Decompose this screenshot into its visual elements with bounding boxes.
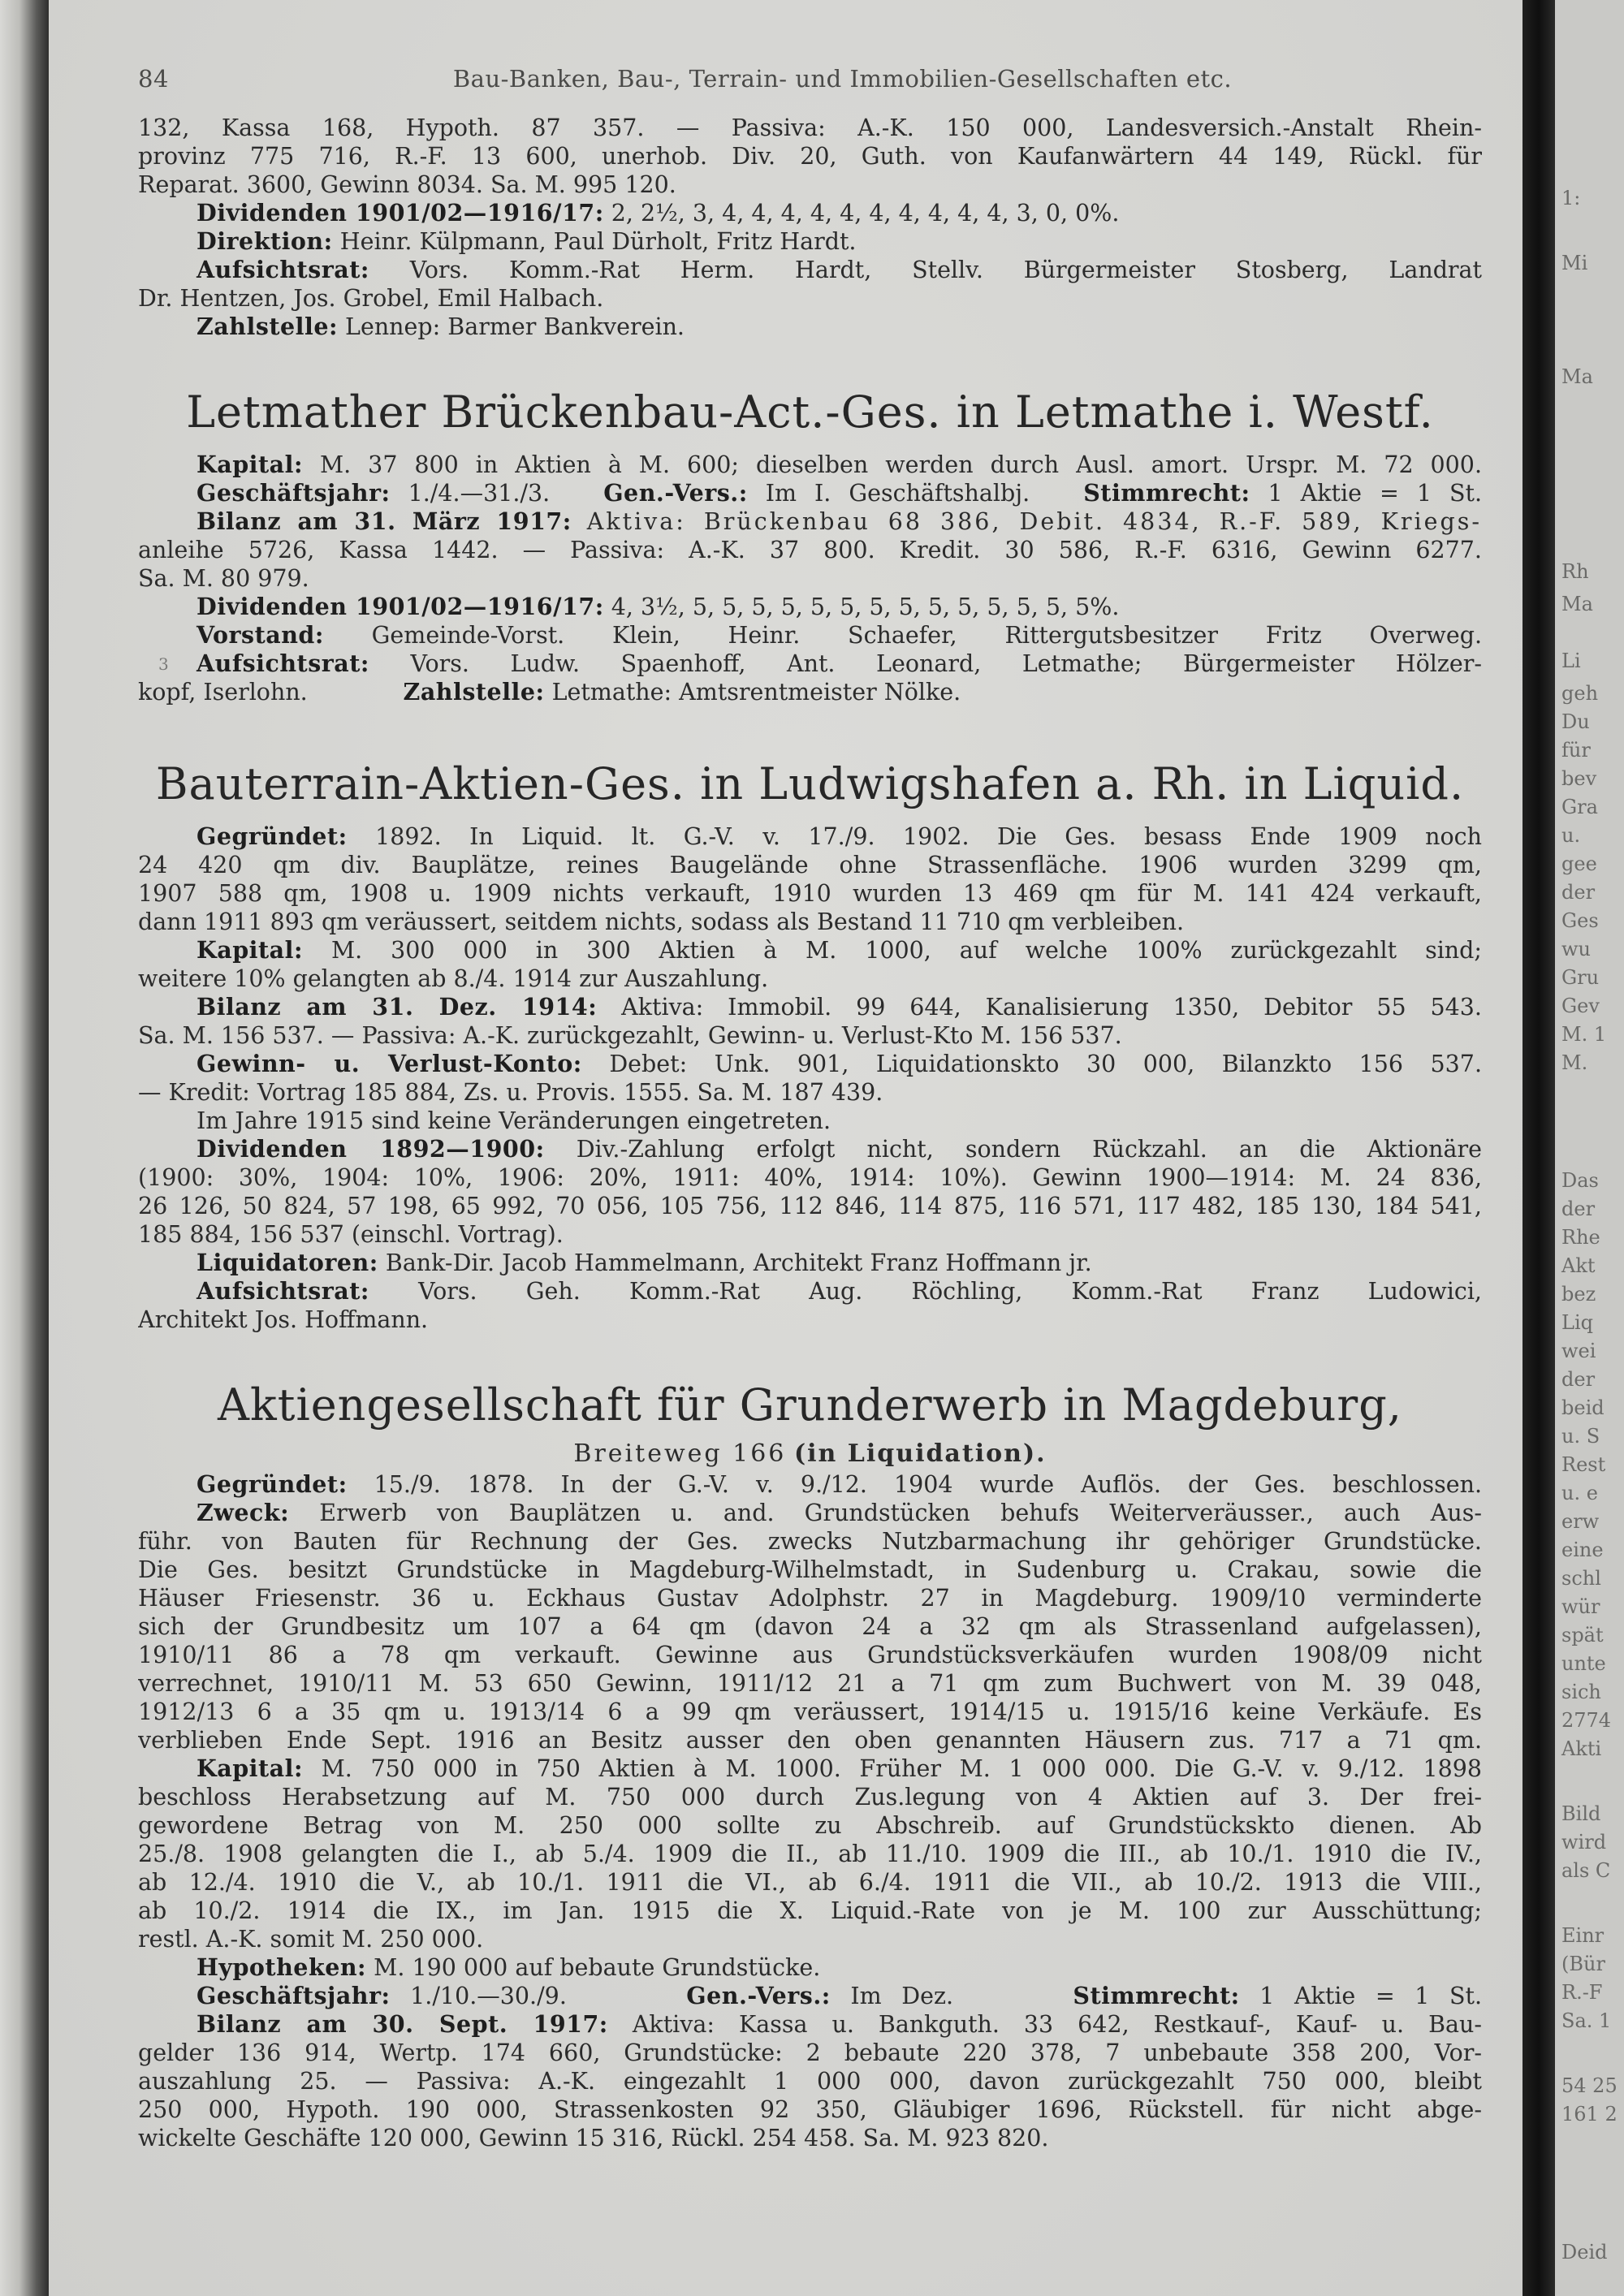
text-line: Architekt Jos. Hoffmann. [138,1306,429,1333]
facing-page-fragment: M. [1561,1051,1588,1074]
balance-line [138,993,1482,1021]
facing-page-edge [1555,0,1624,2296]
mortgages-label: Hypotheken: [197,1953,367,1981]
facing-page-fragment: als C [1561,1859,1611,1882]
text-line: Sa. M. 80 979. [138,565,309,592]
founded-text: 1892. In Liquid. lt. G.-V. v. 17./9. 1902. Die Ges. besass Ende 1909 noch [375,823,1482,850]
capital-line [138,451,1482,479]
dividends-text: 4, 3½, 5, 5, 5, 5, 5, 5, 5, 5, 5, 5, 5, 5, 5, 5%. [611,593,1120,620]
purpose-label: Zweck: [197,1499,290,1526]
general-meeting-text: Im I. Geschäftshalbj. [765,480,1030,507]
facing-page-fragment: bez [1561,1283,1596,1306]
facing-page-fragment: R.-F [1561,1981,1603,2004]
text-line: 1910/11 86 a 78 qm verkauft. Gewinne aus Grundstücksverkäufen wurden 1908/09 nicht [138,1642,1482,1668]
board-line [138,621,1482,650]
paying-agent-text: Lennep: Barmer Bankverein. [345,313,685,340]
pnl-label: Gewinn- u. Verlust-Konto: [197,1050,582,1077]
paying-agent-line [138,313,1482,341]
facing-page-fragment: 54 25 [1561,2074,1618,2097]
note-line: Im Jahre 1915 sind keine Veränderungen eingetreten. [197,1107,831,1134]
management-label: Vorstand: [197,621,324,649]
founded-line [138,822,1482,851]
voting-right-text: 1 Aktie = 1 St. [1259,1983,1482,2009]
liquidators-label: Liquidatoren: [197,1249,378,1276]
capital-label: Kapital: [197,451,303,478]
facing-page-fragment: Das [1561,1169,1599,1192]
facing-page-fragment: bev [1561,767,1597,790]
dividends-line [138,593,1482,621]
book-gutter [1522,0,1555,2296]
facing-page-fragment: u. [1561,824,1581,847]
text-line: gelder 136 914, Wertp. 174 660, Grundstücke: 2 bebaute 220 378, 7 unbebaute 358 200, Vor- [138,2039,1482,2066]
page-number: 84 [138,65,169,93]
balance-text: Aktiva: Immobil. 99 644, Kanalisierung 1350, Debitor 55 543. [621,994,1482,1021]
page-content [138,65,1482,2152]
paying-agent-label: Zahlstelle: [197,313,338,340]
facing-page-fragment: Liq [1561,1311,1593,1334]
board-text: kopf, Iserlohn. [138,679,308,706]
facing-page-fragment: Gru [1561,966,1600,989]
direction-label: Direktion: [197,227,333,255]
text-line: 25./8. 1908 gelangten die I., ab 5./4. 1909 die II., ab 11./10. 1909 die III., ab 10./1. 1910 die IV., [138,1841,1482,1867]
text-line: provinz 775 716, R.-F. 13 600, unerhob. Div. 20, Guth. von Kaufanwärtern 44 149, Rückl. für [138,143,1482,170]
fiscal-year-label: Geschäftsjahr: [197,479,391,507]
capital-line [138,936,1482,965]
text-line: Die Ges. besitzt Grundstücke in Magdeburg-Wilhelmstadt, in Sudenburg u. Crakau, sowie die [138,1556,1482,1583]
company-title-ludwigshafen: Bauterrain-Aktien-Ges. in Ludwigshafen a. Rh. in Liquid. [155,758,1465,809]
capital-label: Kapital: [197,936,303,964]
facing-page-fragment: wu [1561,938,1591,960]
facing-page-fragment: geh [1561,682,1599,705]
text-line: dann 1911 893 qm veräussert, seitdem nichts, sodass als Bestand 11 710 qm verbleiben. [138,908,1185,935]
facing-page-fragment: erw [1561,1510,1600,1533]
facing-page-fragment: Bild [1561,1802,1601,1825]
entry-continuation [138,114,1482,341]
text-line: führ. von Bauten für Rechnung der Ges. zwecks Nutzbarmachung ihr gehöriger Grundstücke. [138,1528,1482,1555]
paying-agent-label: Zahlstelle: [403,678,545,706]
facing-page-fragment: Deid [1561,2241,1608,2264]
text-line: sich der Grundbesitz um 107 a 64 qm (davon 24 a 32 qm als Strassenland aufgelassen), [138,1613,1482,1640]
dividends-line [138,199,1482,227]
balance-label: Bilanz am 31. Dez. 1914: [197,993,598,1021]
balance-label: Bilanz am 31. März 1917: [197,507,572,535]
balance-line [138,507,1482,536]
facing-page-fragment: Ma [1561,593,1593,615]
facing-page-fragment: wei [1561,1340,1596,1362]
facing-page-fragment: Akt [1561,1254,1596,1277]
text-line: 185 884, 156 537 (einschl. Vortrag). [138,1221,564,1248]
facing-page-fragment: Sa. 1 [1561,2009,1612,2032]
board-line [138,256,1482,284]
facing-page-fragment: M. 1 [1561,1023,1607,1046]
pnl-text: Debet: Unk. 901, Liquidationskto 30 000, Bilanzkto 156 537. [609,1051,1482,1077]
fiscal-year-text: 1./10.—30./9. [410,1983,567,2009]
text-line: ab 12./4. 1910 die V., ab 10./1. 1911 die VI., ab 6./4. 1911 die VII., ab 10./2. 1913 die VIII., [138,1869,1482,1896]
facing-page-fragment: 161 2 [1561,2103,1618,2126]
text-line: Reparat. 3600, Gewinn 8034. Sa. M. 995 120. [138,171,676,198]
text-line: Sa. M. 156 537. — Passiva: A.-K. zurückgezahlt, Gewinn- u. Verlust-Kto M. 156 537. [138,1022,1122,1049]
dividends-label: Dividenden 1892—1900: [197,1135,545,1163]
facing-page-fragment: der [1561,1198,1596,1220]
dividends-label: Dividenden 1901/02—1916/17: [197,593,604,620]
facing-page-fragment: wird [1561,1831,1607,1854]
purpose-text: Erwerb von Bauplätzen u. and. Grundstücken behufs Weiterveräusser., auch Aus- [319,1500,1482,1526]
facing-page-fragment: 2774 [1561,1709,1612,1732]
capital-text: M. 750 000 in 750 Aktien à M. 1000. Früher M. 1 000 000. Die G.-V. v. 9./12. 1898 [321,1755,1482,1782]
facing-page-fragment: Rh [1561,560,1589,583]
founded-label: Gegründet: [197,822,348,850]
purpose-line [138,1499,1482,1527]
liquidators-line [138,1249,1482,1277]
balance-label: Bilanz am 30. Sept. 1917: [197,2010,608,2038]
text-line: 250 000, Hypoth. 190 000, Strassenkosten 92 350, Gläubiger 1696, Rückstell. für nicht abge- [138,2096,1482,2123]
management-text: Gemeinde-Vorst. Klein, Heinr. Schaefer, Rittergutsbesitzer Fritz Overweg. [371,622,1482,649]
facing-page-fragment: schl [1561,1567,1601,1590]
facing-page-fragment: eine [1561,1539,1604,1561]
entry-ludwigshafen [138,822,1482,1334]
paying-agent-text: Letmathe: Amtsrentmeister Nölke. [551,679,961,706]
margin-mark: 3 [158,654,169,674]
facing-page-fragment: Ma [1561,365,1593,388]
text-line: Häuser Friesenstr. 36 u. Eckhaus Gustav Adolphstr. 27 in Magdeburg. 1909/10 verminderte [138,1585,1482,1612]
text-line: 1907 588 qm, 1908 u. 1909 nichts verkauft, 1910 wurden 13 469 qm für M. 141 424 verkauft, [138,880,1482,907]
dividends-text: Div.-Zahlung erfolgt nicht, sondern Rückzahl. an die Aktionäre [576,1136,1482,1163]
facing-page-fragment: Gra [1561,796,1598,818]
facing-page-fragment: 1: [1561,187,1581,209]
board-line [138,650,1482,678]
facing-page-fragment: Du [1561,710,1590,733]
mortgages-text: M. 190 000 auf bebaute Grundstücke. [374,1954,821,1981]
pnl-line [138,1050,1482,1078]
facing-page-fragment: für [1561,739,1591,762]
facing-page-fragment: der [1561,881,1596,904]
facing-page-fragment: Mi [1561,252,1588,274]
text-line: (1900: 30%, 1904: 10%, 1906: 20%, 1911: 40%, 1914: 10%). Gewinn 1900—1914: M. 24 836, [138,1164,1482,1191]
dividends-label: Dividenden 1901/02—1916/17: [197,199,604,227]
page-header [138,65,1482,114]
general-meeting-label: Gen.-Vers.: [686,1982,831,2009]
facing-page-fragment: spät [1561,1624,1604,1646]
facing-page-fragment: Rest [1561,1453,1606,1476]
facing-page-fragment: beid [1561,1396,1605,1419]
text-line: wickelte Geschäfte 120 000, Gewinn 15 316, Rückl. 254 458. Sa. M. 923 820. [138,2125,1049,2151]
facing-page-fragment: sich [1561,1681,1601,1703]
text-line: — Kredit: Vortrag 185 884, Zs. u. Provis. 1555. Sa. M. 187 439. [138,1079,883,1106]
fiscal-line [138,1982,1482,2010]
fiscal-year-text: 1./4.—31./3. [408,480,551,507]
voting-right-label: Stimmrecht: [1073,1982,1240,2009]
balance-text: Aktiva: Kassa u. Bankguth. 33 642, Restkauf-, Kauf- u. Bau- [632,2011,1482,2038]
facing-page-fragment: Akti [1561,1737,1602,1760]
text-line: weitere 10% gelangten ab 8./4. 1914 zur Auszahlung. [138,965,769,992]
board-label: Aufsichtsrat: [197,650,369,677]
company-title-letmathe: Letmather Brückenbau-Act.-Ges. in Letmathe i. Westf. [186,386,1434,438]
text-line: restl. A.-K. somit M. 250 000. [138,1926,484,1953]
capital-label: Kapital: [197,1754,303,1782]
board-text: Vors. Ludw. Spaenhoff, Ant. Leonard, Letmathe; Bürgermeister Hölzer- [410,650,1482,677]
founded-label: Gegründet: [197,1470,348,1498]
text-line: verrechnet, 1910/11 M. 53 650 Gewinn, 1911/12 21 a 71 qm zum Buchwert von M. 39 048, [138,1670,1482,1697]
text-line: ab 10./2. 1914 die IX., im Jan. 1915 die X. Liquid.-Rate von je M. 100 zur Ausschüttung; [138,1897,1482,1924]
text-line: verblieben Ende Sept. 1916 an Besitz ausser den oben genannten Häusern zus. 717 a 71 qm. [138,1727,1482,1754]
liquidation-status: (in Liquidation). [793,1439,1047,1468]
text-line: auszahlung 25. — Passiva: A.-K. eingezahlt 1 000 000, davon zurückgezahlt 750 000, bleibt [138,2068,1482,2095]
voting-right-label: Stimmrecht: [1083,479,1250,507]
scan-edge-left [0,0,49,2296]
board-text: Vors. Komm.-Rat Herm. Hardt, Stellv. Bürgermeister Stosberg, Landrat [409,257,1482,283]
capital-line [138,1754,1482,1783]
general-meeting-label: Gen.-Vers.: [603,479,748,507]
company-address: Breiteweg 166 [573,1439,787,1468]
facing-page-fragment: unte [1561,1652,1606,1675]
facing-page-fragment: Ges [1561,909,1599,932]
facing-page-fragment: u. S [1561,1425,1600,1448]
facing-page-fragment: Rhe [1561,1226,1600,1249]
balance-line [138,2010,1482,2039]
board-label: Aufsichtsrat: [197,1277,369,1305]
capital-text: M. 300 000 in 300 Aktien à M. 1000, auf welche 100% zurückgezahlt sind; [330,937,1482,964]
text-line: anleihe 5726, Kassa 1442. — Passiva: A.-K. 37 800. Kredit. 30 586, R.-F. 6316, Gewinn 6277. [138,537,1482,563]
text-line: beschloss Herabsetzung auf M. 750 000 durch Zus.legung von 4 Aktien auf 3. Der frei- [138,1784,1482,1810]
company-subtitle [138,1438,1482,1470]
facing-page-fragment: Einr [1561,1924,1605,1947]
entry-letmathe [138,451,1482,706]
text-line: 26 126, 50 824, 57 198, 65 992, 70 056, 105 756, 112 846, 114 875, 116 571, 117 482, 185 130, 184 541, [138,1193,1482,1219]
entry-magdeburg [138,1470,1482,2152]
board-line [138,1277,1482,1306]
text-line: 1912/13 6 a 35 qm u. 1913/14 6 a 99 qm veräussert, 1914/15 u. 1915/16 keine Verkäufe. Es [138,1698,1482,1725]
dividends-line [138,1135,1482,1163]
direction-text: Heinr. Külpmann, Paul Dürholt, Fritz Hardt. [339,228,857,255]
facing-page-fragment: wür [1561,1595,1600,1618]
running-head: Bau-Banken, Bau-, Terrain- und Immobilien-Gesellschaften etc. [452,65,1233,93]
dividends-text: 2, 2½, 3, 4, 4, 4, 4, 4, 4, 4, 4, 4, 4, 3, 0, 0%. [611,200,1120,227]
company-title-magdeburg: Aktiengesellschaft für Grunderwerb in Magdeburg, [218,1379,1402,1431]
direction-line [138,227,1482,256]
facing-page-fragment: Gev [1561,995,1600,1017]
founded-line [138,1470,1482,1499]
text-line: gewordene Betrag von M. 250 000 sollte zu Abschreib. auf Grundstückskto dienen. Ab [138,1812,1482,1839]
text-line [138,678,1482,706]
founded-text: 15./9. 1878. In der G.-V. v. 9./12. 1904 wurde Auflös. der Ges. beschlossen. [374,1471,1482,1498]
facing-page-fragment: der [1561,1368,1596,1391]
facing-page-fragment: (Bür [1561,1953,1605,1975]
fiscal-line [138,479,1482,507]
board-text: Vors. Geh. Komm.-Rat Aug. Röchling, Komm.-Rat Franz Ludowici, [418,1278,1482,1305]
liquidators-text: Bank-Dir. Jacob Hammelmann, Architekt Franz Hoffmann jr. [385,1249,1092,1276]
board-label: Aufsichtsrat: [197,256,369,283]
balance-text: Aktiva: Brückenbau 68 386, Debit. 4834, R.-F. 589, Kriegs- [586,508,1482,535]
text-line: Dr. Hentzen, Jos. Grobel, Emil Halbach. [138,285,604,312]
text-line: 24 420 qm div. Bauplätze, reines Baugelände ohne Strassenfläche. 1906 wurden 3299 qm, [138,852,1482,878]
facing-page-fragment: gee [1561,852,1597,875]
voting-right-text: 1 Aktie = 1 St. [1268,480,1482,507]
general-meeting-text: Im Dez. [850,1983,954,2009]
facing-page-fragment: Li [1561,650,1581,672]
fiscal-year-label: Geschäftsjahr: [197,1982,391,2009]
facing-page-fragment: u. e [1561,1482,1598,1504]
capital-text: M. 37 800 in Aktien à M. 600; dieselben werden durch Ausl. amort. Urspr. M. 72 000. [319,451,1482,478]
mortgages-line [138,1953,1482,1982]
text-line: 132, Kassa 168, Hypoth. 87 357. — Passiva: A.-K. 150 000, Landesversich.-Anstalt Rhein- [138,114,1482,141]
